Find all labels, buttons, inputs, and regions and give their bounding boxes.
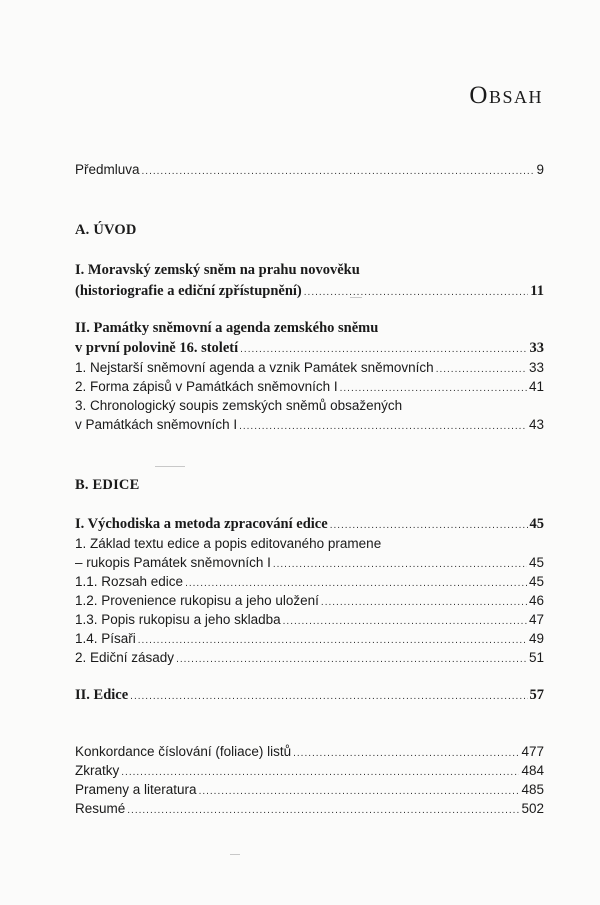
entry-page: 9 [536,162,544,177]
leader-dots [176,654,527,665]
entry-label: Prameny a literatura [75,782,197,797]
entry-label: 2. Forma zápisů v Památkách sněmovních I [75,379,338,394]
entry-label: 1.3. Popis rukopisu a jeho skladba [75,612,281,627]
entry-page: 502 [521,801,544,816]
leader-dots [283,616,527,627]
entry-page: 485 [521,782,544,797]
leader-dots [142,166,535,177]
toc-entry-a2-2 [75,379,544,394]
entry-page: 484 [521,763,544,778]
entry-label: 2. Ediční zásady [75,650,175,665]
entry-page: 33 [528,360,544,375]
section-heading-a: A. ÚVOD [75,222,137,238]
entry-label: Předmluva [75,162,140,177]
leader-dots [130,691,527,702]
entry-page: 43 [528,417,544,432]
entry-b1-1-line1: 1. Základ textu edice a popis editovaného pramene [75,536,382,551]
toc-entry-b1-2 [75,650,544,665]
entry-label: II. Edice [75,687,129,703]
entry-page: 57 [529,687,544,703]
toc-entry-b2 [75,687,544,704]
leader-dots [121,767,519,778]
entry-page: 51 [528,650,544,665]
entry-label: – rukopis Památek sněmovních I [75,555,271,570]
chapter-a2-line1: II. Památky sněmovní a agenda zemského sněmu [75,320,379,336]
entry-label: (historiografie a ediční zpřístupnění) [75,283,302,299]
leader-dots [185,578,527,589]
entry-label: Konkordance číslování (foliace) listů [75,744,292,759]
toc-entry-b1-1-4 [75,631,544,646]
entry-page: 45 [528,555,544,570]
chapter-a1-line1: I. Moravský zemský sněm na prahu novověku [75,262,360,278]
entry-page: 46 [528,593,544,608]
leader-dots [293,748,519,759]
leader-dots [127,805,519,816]
toc-entry-concordance [75,744,544,759]
entry-page: 41 [528,379,544,394]
leader-dots [330,520,528,531]
entry-label: 1. Nejstarší sněmovní agenda a vznik Památek sněmovních [75,360,434,375]
leader-dots [199,786,520,797]
toc-entry-abbreviations [75,763,544,778]
scan-speck [155,466,185,467]
entry-label: Resumé [75,801,126,816]
toc-entry-a2-3 [75,417,544,432]
entry-label: 1.2. Provenience rukopisu a jeho uložení [75,593,319,608]
leader-dots [240,344,527,355]
entry-a2-3-line1: 3. Chronologický soupis zemských sněmů obsažených [75,398,403,413]
entry-label: 1.4. Písaři [75,631,136,646]
toc-entry-b1-1-3 [75,612,544,627]
leader-dots [340,383,527,394]
entry-label: 1.1. Rozsah edice [75,574,184,589]
scan-speck [350,297,362,298]
leader-dots [321,597,527,608]
section-heading-b: B. EDICE [75,477,140,493]
toc-entry-sources [75,782,544,797]
page-title: Obsah [469,82,543,109]
leader-dots [304,287,529,298]
toc-entry-preface [75,162,544,177]
leader-dots [138,635,527,646]
scan-speck [230,854,240,855]
entry-label: I. Východiska a metoda zpracování edice [75,516,328,532]
toc-entry-a2-1 [75,360,544,375]
toc-entry-a1 [75,283,544,300]
entry-label: v první polovině 16. století [75,340,239,356]
entry-page: 33 [529,340,544,356]
toc-entry-b1-1-1 [75,574,544,589]
leader-dots [436,364,527,375]
toc-entry-summary [75,801,544,816]
toc-entry-b1-1-2 [75,593,544,608]
leader-dots [239,421,527,432]
leader-dots [273,559,527,570]
toc-entry-b1-1 [75,555,544,570]
toc-entry-a2 [75,340,544,357]
entry-page: 49 [528,631,544,646]
entry-page: 47 [528,612,544,627]
toc-entry-b1 [75,516,544,533]
entry-label: Zkratky [75,763,120,778]
entry-page: 45 [529,516,544,532]
entry-label: v Památkách sněmovních I [75,417,238,432]
entry-page: 45 [528,574,544,589]
entry-page: 11 [530,283,544,299]
entry-page: 477 [521,744,544,759]
